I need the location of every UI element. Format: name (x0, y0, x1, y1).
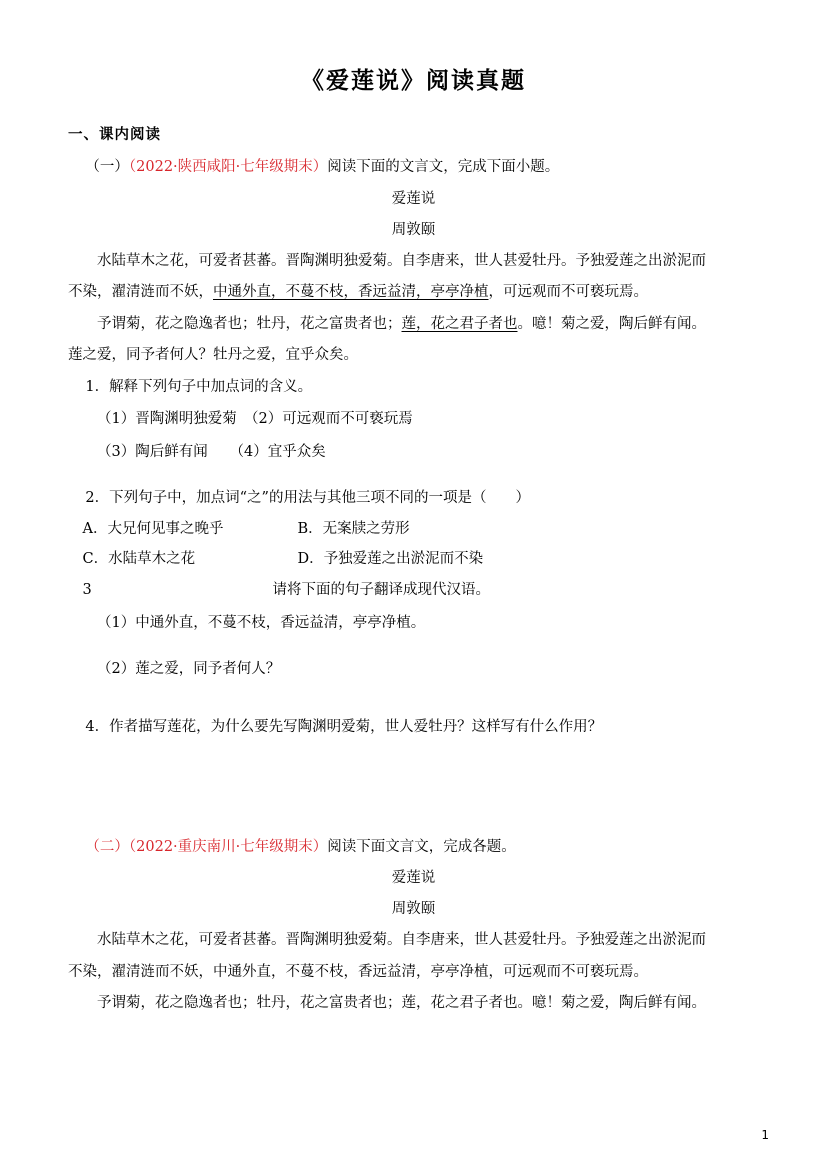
question-3-line-1: （1）中通外直，不蔓不枝，香远益清，亭亭净植。 (97, 614, 426, 631)
question-group-two-header (68, 833, 759, 861)
item-source-one: （2022·陕西咸阳·七年级期末） (128, 159, 328, 176)
passage-one-text-pre: 不染，濯清涟而不妖， (68, 284, 213, 301)
spacer (68, 470, 759, 480)
question-2-options-row-2 (68, 546, 759, 574)
question-3-stem: 请将下面的句子翻译成现代汉语。 (272, 582, 490, 599)
section-heading: 一、课内阅读 (68, 126, 161, 143)
item-instruction-two: 阅读下面文言文，完成各题。 (327, 838, 516, 855)
spacer (68, 641, 759, 651)
passage-one-text2-pre: 予谓菊，花之隐逸者也；牡丹，花之富贵者也； (97, 315, 402, 332)
item-label-one: （一） (85, 159, 129, 176)
passage-one-text2-post: 。噫！菊之爱，陶后鲜有闻。 (517, 315, 706, 332)
question-2-option-b: B．无案牍之劳形 (297, 521, 410, 538)
question-2-options-row-1 (68, 516, 759, 544)
question-2-stem: 2．下列句子中，加点词“之”的用法与其他三项不同的一项是（ ） (85, 489, 530, 506)
spacer (68, 808, 759, 830)
passage-author-one: 周敦颐 (391, 221, 436, 238)
passage-one-paragraph-2b: 莲之爱，同予者何人？牡丹之爱，宜乎众矣。 (68, 346, 358, 363)
question-group-one-header (68, 153, 759, 181)
page-number: 1 (761, 1128, 769, 1143)
question-4-stem: 4．作者描写莲花，为什么要先写陶渊明爱菊，世人爱牡丹？这样写有什么作用？ (85, 719, 603, 736)
question-2-option-c: C．水陆草木之花 (82, 550, 196, 567)
question-3-line-2: （2）莲之爱，同予者何人？ (97, 661, 281, 678)
passage-two-paragraph-1a: 水陆草木之花，可爱者甚蕃。晋陶渊明独爱菊。自李唐来，世人甚爱牡丹。予独爱莲之出淤泥而 (97, 932, 706, 949)
passage-one-paragraph-1a: 水陆草木之花，可爱者甚蕃。晋陶渊明独爱菊。自李唐来，世人甚爱牡丹。予独爱莲之出淤泥而 (97, 253, 706, 270)
passage-author-two: 周敦颐 (391, 901, 436, 918)
passage-one-paragraph-2a (68, 310, 759, 338)
page-title: 《爱莲说》阅读真题 (301, 68, 526, 94)
question-2-option-a: A．大兄何见事之晚乎 (82, 521, 224, 538)
question-1-line-1: （1）晋陶渊明独爱菊 （2）可远观而不可亵玩焉 (97, 411, 413, 428)
passage-one-paragraph-1b (68, 278, 759, 306)
passage-title-two: 爱莲说 (391, 869, 436, 886)
question-2-option-d: D．予独爱莲之出淤泥而不染 (297, 550, 484, 567)
question-3-number: 3 (82, 582, 92, 599)
item-label-two: （二） (85, 838, 129, 855)
passage-title-one: 爱莲说 (391, 190, 436, 207)
item-source-two: （2022·重庆南川·七年级期末） (128, 838, 328, 855)
passage-one-text-post: ，可远观而不可亵玩焉。 (488, 284, 648, 301)
question-1-stem: 1．解释下列句子中加点词的含义。 (85, 379, 313, 396)
passage-two-paragraph-2: 予谓菊，花之隐逸者也；牡丹，花之富贵者也；莲，花之君子者也。噫！菊之爱，陶后鲜有闻。 (97, 994, 706, 1011)
passage-one-underlined-1: 中通外直，不蔓不枝，香远益清，亭亭净植 (213, 284, 489, 301)
spacer (68, 687, 759, 709)
passage-two-paragraph-1b: 不染，濯清涟而不妖，中通外直，不蔓不枝，香远益清，亭亭净植，可远观而不可亵玩焉。 (68, 963, 648, 980)
spacer (68, 746, 759, 808)
question-3-stem-row (68, 577, 759, 605)
passage-one-underlined-2: 莲，花之君子者也 (401, 315, 518, 332)
question-1-line-2: （3）陶后鲜有闻 （4）宜乎众矣 (97, 443, 326, 460)
item-instruction-one: 阅读下面的文言文，完成下面小题。 (327, 159, 560, 176)
